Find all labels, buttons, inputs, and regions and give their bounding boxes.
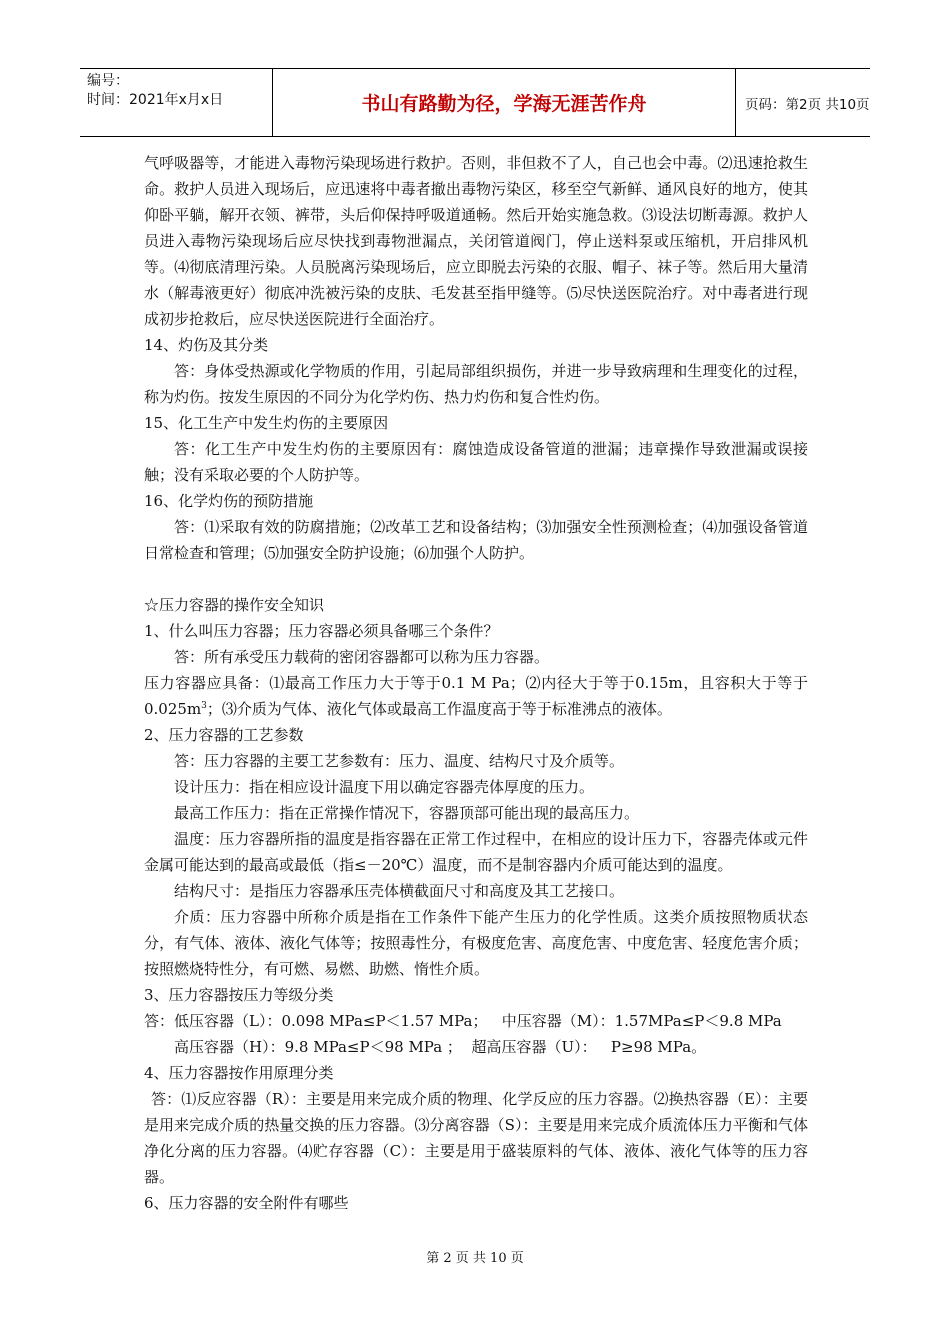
section-heading: 2、压力容器的工艺参数 (144, 726, 304, 744)
header-meta (80, 69, 273, 136)
definition-paragraph: 温度：压力容器所指的温度是指容器在正常工作过程中，在相应的设计压力下，容器壳体或元件金属可能达到的最高或最低（指≤－20℃）温度，而不是制容器内介质可能达到的温度。 (144, 830, 808, 874)
answer-line: 答：低压容器（L）：0.098 MPa≤P＜1.57 MPa； 中压容器（M）：1.57MPa≤P＜9.8 MPa (144, 1012, 782, 1030)
header-page-info: 页码：第2页 共10页 (745, 96, 870, 113)
definition-paragraph: 介质：压力容器中所称介质是指在工作条件下能产生压力的化学性质。这类介质按照物质状态分，有气体、液体、液化气体等；按照毒性分，有极度危害、高度危害、中度危害、轻度危害介质；按照燃烧特性分，有可燃、易燃、助燃、惰性介质。 (144, 908, 808, 978)
page-header (80, 68, 870, 137)
answer-line: 高压容器（H）：9.8 MPa≤P＜98 MPa ； 超高压容器（U）： P≥98 MPa。 (174, 1038, 707, 1056)
paragraph (144, 670, 808, 722)
page-footer: 第 2 页 共 10 页 (426, 1251, 524, 1266)
section-heading: 3、压力容器按压力等级分类 (144, 986, 334, 1004)
answer-paragraph: 答：所有承受压力载荷的密闭容器都可以称为压力容器。 (174, 648, 550, 666)
chapter-heading: ☆压力容器的操作安全知识 (144, 596, 325, 614)
document-body (144, 150, 808, 1216)
answer-paragraph: 答：压力容器的主要工艺参数有：压力、温度、结构尺寸及介质等。 (174, 752, 625, 770)
date-label: 时间：2021年x月x日 (87, 92, 224, 108)
definition-paragraph: 结构尺寸：是指压力容器承压壳体横截面尺寸和高度及其工艺接口。 (174, 882, 625, 900)
definition-paragraph: 最高工作压力：指在正常操作情况下，容器顶部可能出现的最高压力。 (174, 804, 640, 822)
section-heading: 14、灼伤及其分类 (144, 336, 269, 354)
answer-paragraph: 答：身体受热源或化学物质的作用，引起局部组织损伤，并进一步导致病理和生理变化的过程，称为灼伤。按发生原因的不同分为化学灼伤、热力灼伤和复合性灼伤。 (144, 362, 808, 406)
section-heading: 1、什么叫压力容器；压力容器必须具备哪三个条件？ (144, 622, 499, 640)
header-motto: 书山有路勤为径，学海无涯苦作舟 (273, 69, 736, 136)
definition-paragraph: 设计压力：指在相应设计温度下用以确定容器壳体厚度的压力。 (174, 778, 595, 796)
answer-paragraph: 答：⑴反应容器（R）：主要是用来完成介质的物理、化学反应的压力容器。⑵换热容器（E）：主要是用来完成介质的热量交换的压力容器。⑶分离容器（S）：主要是用来完成介质流体压力平衡和气体净化分离的压力容器。⑷贮存容器（C）：主要是用于盛装原料的气体、液体、液化气体等的压力容器。 (144, 1090, 808, 1186)
code-label: 编号： (87, 73, 129, 89)
blank-line (144, 566, 808, 592)
paragraph: 气呼吸器等，才能进入毒物污染现场进行救护。否则，非但救不了人，自己也会中毒。⑵迅速抢救生命。救护人员进入现场后，应迅速将中毒者撤出毒物污染区，移至空气新鲜、通风良好的地方，使其仰卧平躺，解开衣领、裤带，头后仰保持呼吸道通畅。然后开始实施急救。⑶设法切断毒源。救护人员进入毒物污染现场后应尽快找到毒物泄漏点，关闭管道阀门，停止送料泵或压缩机，开启排风机等。⑷彻底清理污染。人员脱离污染现场后，应立即脱去污染的衣服、帽子、袜子等。然后用大量清水（解毒液更好）彻底冲洗被污染的皮肤、毛发甚至指甲缝等。⑸尽快送医院治疗。对中毒者进行现成初步抢救后，应尽快送医院进行全面治疗。 (144, 154, 808, 328)
section-heading: 6、压力容器的安全附件有哪些 (144, 1194, 349, 1212)
text-span: ；⑶介质为气体、液化气体或最高工作温度高于等于标准沸点的液体。 (206, 700, 672, 718)
answer-paragraph: 答：化工生产中发生灼伤的主要原因有：腐蚀造成设备管道的泄漏；违章操作导致泄漏或误接触；没有采取必要的个人防护等。 (144, 440, 808, 484)
answer-paragraph: 答：⑴采取有效的防腐措施；⑵改革工艺和设备结构；⑶加强安全性预测检查；⑷加强设备管道日常检查和管理；⑸加强安全防护设施；⑹加强个人防护。 (144, 518, 808, 562)
section-heading: 4、压力容器按作用原理分类 (144, 1064, 334, 1082)
section-heading: 15、化工生产中发生灼伤的主要原因 (144, 414, 389, 432)
text-span: 压力容器应具备：⑴最高工作压力大于等于0.1 M Pa；⑵内径大于等于0.15m，且容积大于等于0.025m (144, 674, 808, 718)
superscript: 3 (201, 701, 207, 711)
section-heading: 16、化学灼伤的预防措施 (144, 492, 314, 510)
